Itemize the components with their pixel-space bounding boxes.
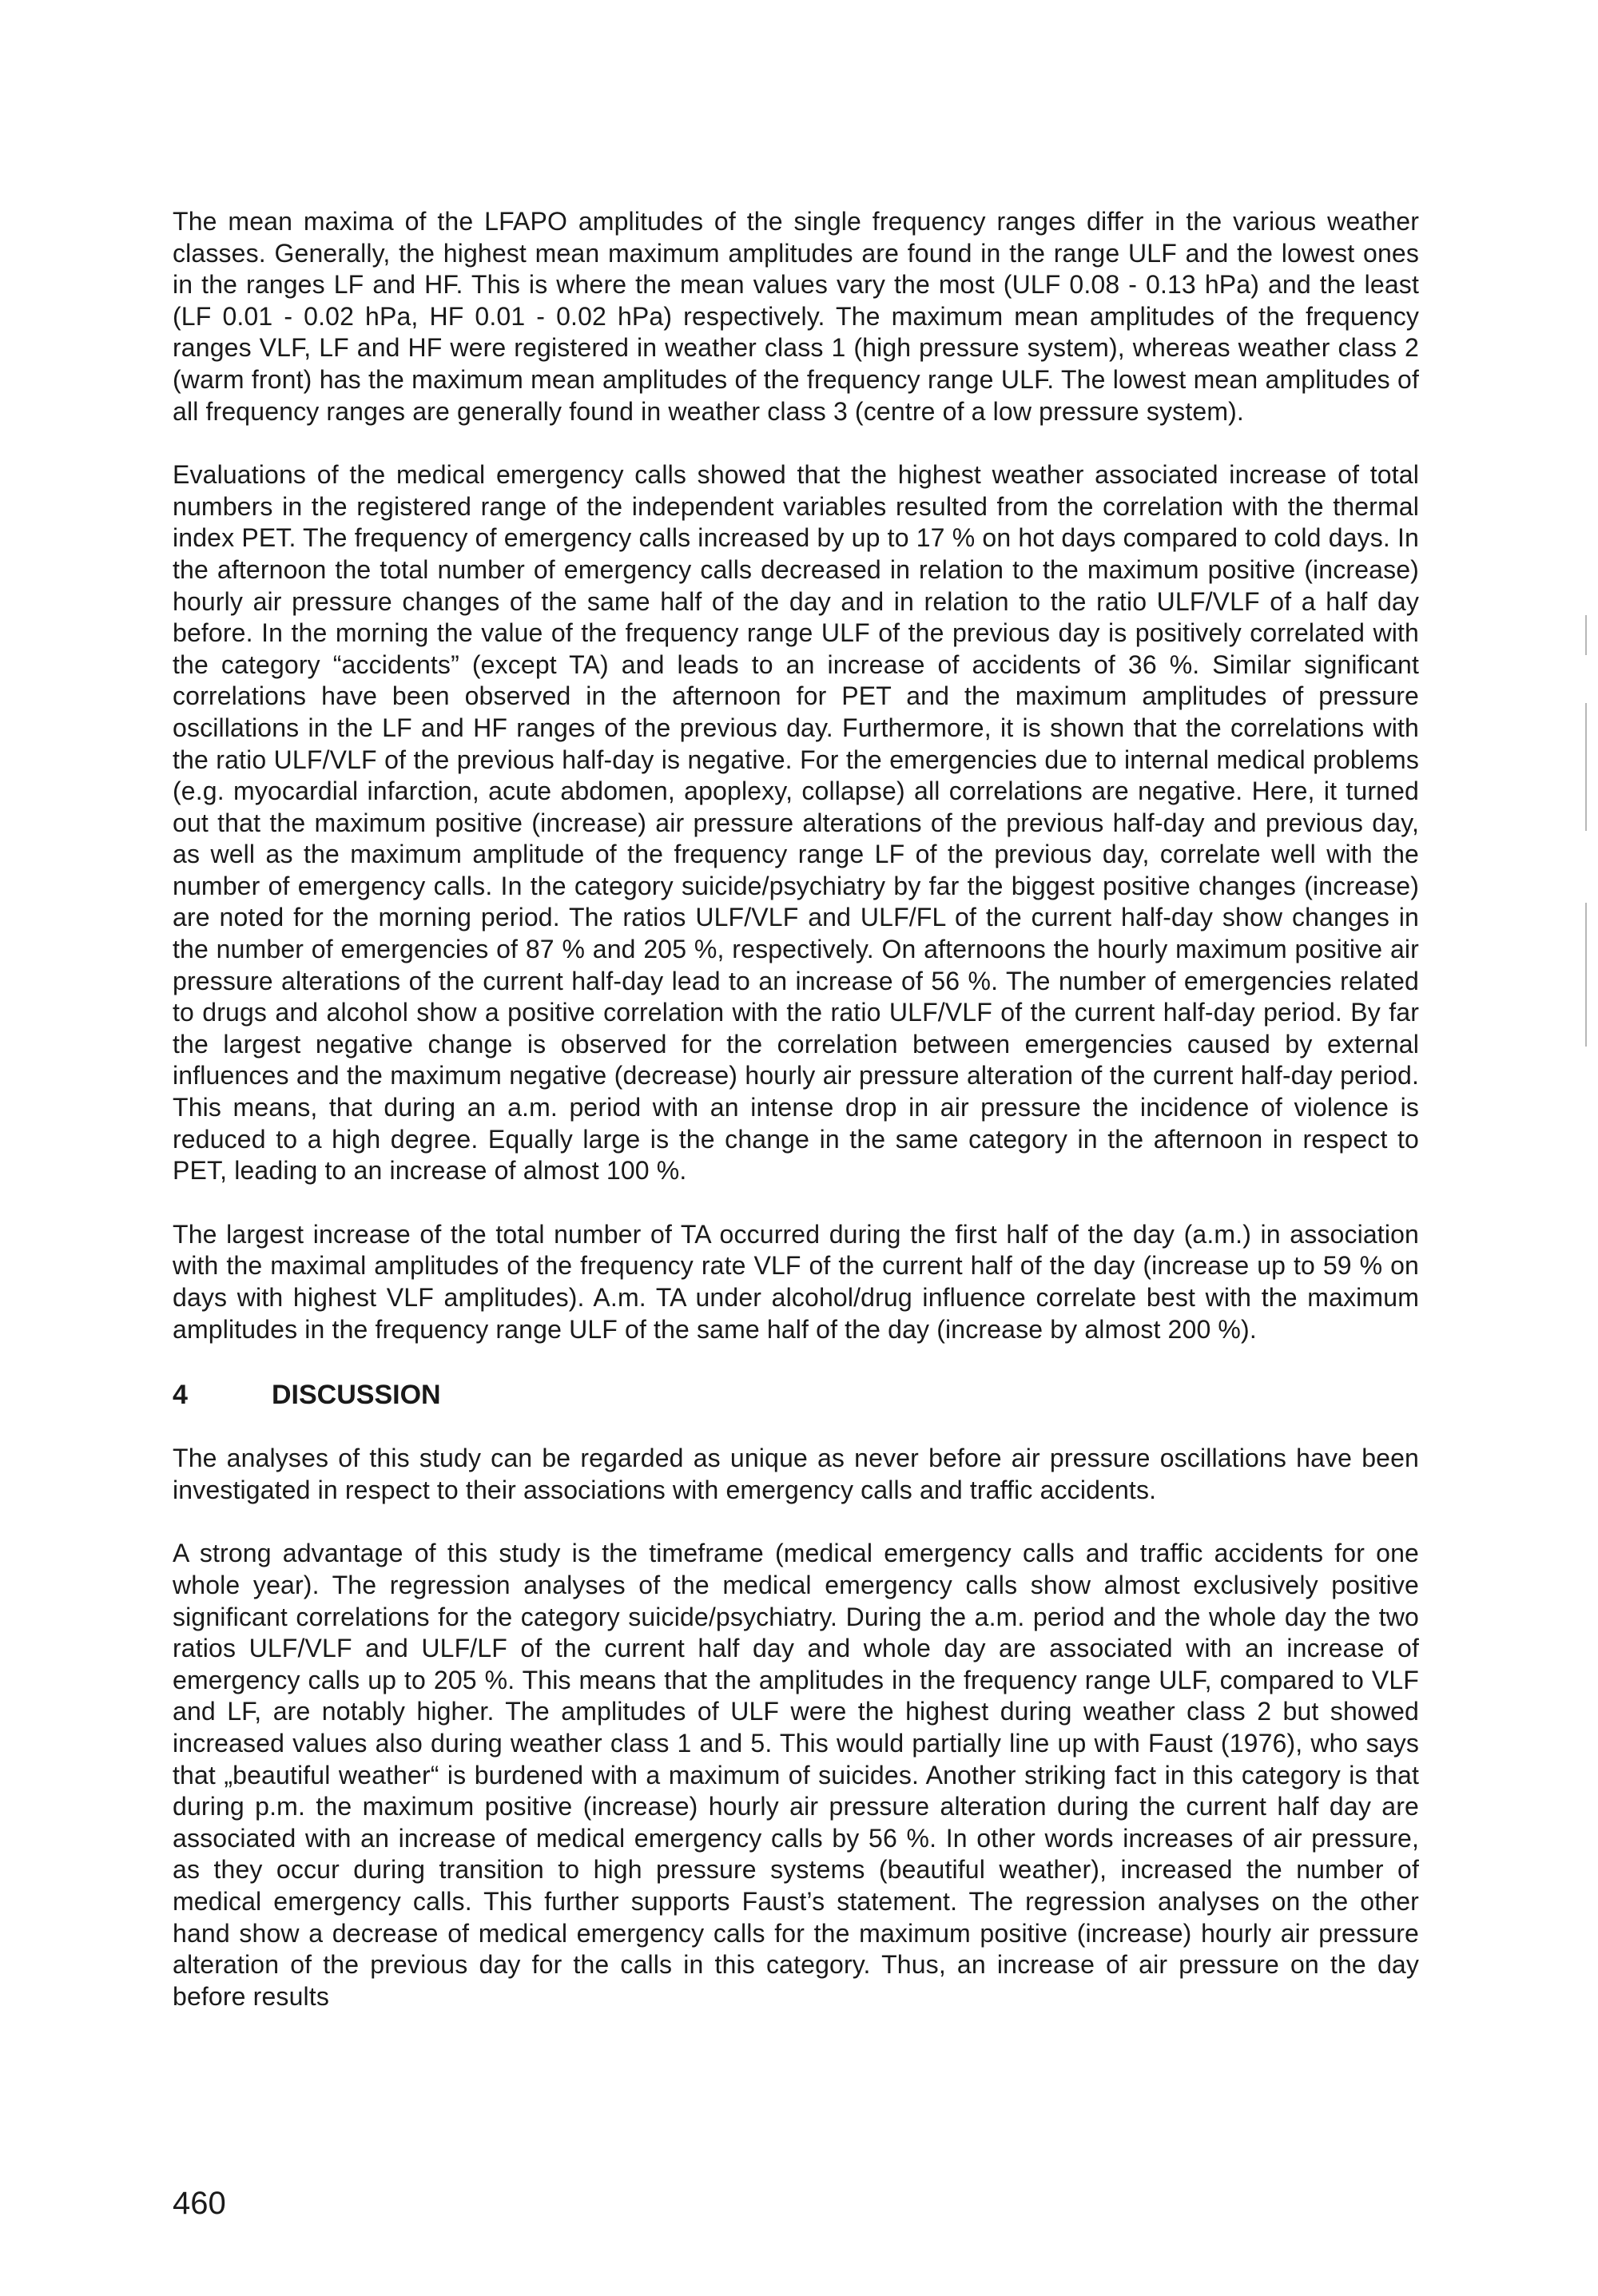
paragraph-traffic-accidents: The largest increase of the total number of TA occurred during the first half of the day (a.m.) in association with the maximal amplitudes of the frequency rate VLF of the current half of the day (increase up to 59 % on days with highest VLF amplitudes). A.m. TA under alcohol/drug influence correlate best with the maximum amplitudes in the frequency range ULF of the same half of the day (increase by almost 200 %). [173,1219,1419,1344]
section-heading-discussion [173,1379,1419,1411]
margin-scan-mark [1585,615,1587,655]
margin-scan-mark [1585,703,1587,831]
page-body [173,206,1419,2012]
margin-scan-mark [1585,903,1587,1047]
paragraph-lfapo-amplitudes: The mean maxima of the LFAPO amplitudes of the single frequency ranges differ in the various weather classes. Generally, the highest mean maximum amplitudes are found in the range ULF and the lowest ones in the ranges LF and HF. This is where the mean values vary the most (ULF 0.08 - 0.13 hPa) and the least (LF 0.01 - 0.02 hPa, HF 0.01 - 0.02 hPa) respectively. The maximum mean amplitudes of the frequency ranges VLF, LF and HF were registered in weather class 1 (high pressure system), whereas weather class 2 (warm front) has the maximum mean amplitudes of the frequency range ULF. The lowest mean amplitudes of all frequency ranges are generally found in weather class 3 (centre of a low pressure system). [173,207,1419,426]
section-title: DISCUSSION [272,1380,441,1411]
page-number: 460 [173,2186,226,2221]
section-number: 4 [173,1380,188,1411]
paragraph-discussion-advantage: A strong advantage of this study is the timeframe (medical emergency calls and traffic accidents for one whole year). The regression analyses of the medical emergency calls show almost exclusively positive significant correlations for the category suicide/psychiatry. During the a.m. period and the whole day the two ratios ULF/VLF and ULF/LF of the current half day and whole day are associated with an increase of emergency calls up to 205 %. This means that the amplitudes in the frequency range ULF, compared to VLF and LF, are notably higher. The amplitudes of ULF were the highest during weather class 2 but showed increased values also during weather class 1 and 5. This would partially line up with Faust (1976), who says that „beautiful weather“ is burdened with a maximum of suicides. Another striking fact in this category is that during p.m. the maximum positive (increase) hourly air pressure alteration during the current half day are associated with an increase of medical emergency calls by 56 %. In other words increases of air pressure, as they occur during transition to high pressure systems (beautiful weather), increased the number of medical emergency calls. This further supports Faust’s statement. The regression analyses on the other hand show a decrease of medical emergency calls for the maximum positive (increase) hourly air pressure alteration of the previous day for the calls in this category. Thus, an increase of air pressure on the day before results [173,1539,1419,2011]
paragraph-discussion-intro: The analyses of this study can be regarded as unique as never before air pressure oscillations have been investigated in respect to their associations with emergency calls and traffic accidents. [173,1444,1419,1504]
paragraph-medical-emergency-calls: Evaluations of the medical emergency calls showed that the highest weather associated increase of total numbers in the registered range of the independent variables resulted from the correlation with the thermal index PET. The frequency of emergency calls increased by up to 17 % on hot days compared to cold days. In the afternoon the total number of emergency calls decreased in relation to the maximum positive (increase) hourly air pressure changes of the same half of the day and in relation to the ratio ULF/VLF of a half day before. In the morning the value of the frequency range ULF of the previous day is positively correlated with the category “accidents” (except TA) and leads to an increase of accidents of 36 %. Similar significant correlations have been observed in the afternoon for PET and the maximum amplitudes of pressure oscillations in the LF and HF ranges of the previous day. Furthermore, it is shown that the correlations with the ratio ULF/VLF of the previous half-day is negative. For the emergencies due to internal medical problems (e.g. myocardial infarction, acute abdomen, apoplexy, collapse) all correlations are negative. Here, it turned out that the maximum positive (increase) air pressure alterations of the previous half-day and previous day, as well as the maximum amplitude of the frequency range LF of the previous day, correlate well with the number of emergency calls. In the category suicide/psychiatry by far the biggest positive changes (increase) are noted for the morning period. The ratios ULF/VLF and ULF/FL of the current half-day show changes in the number of emergencies of 87 % and 205 %, respectively. On afternoons the hourly maximum positive air pressure alterations of the current half-day lead to an increase of 56 %. The number of emergencies related to drugs and alcohol show a positive correlation with the ratio ULF/VLF of the current half-day period. By far the largest negative change is observed for the correlation between emergencies caused by external influences and the maximum negative (decrease) hourly air pressure alteration of the current half-day period. This means, that during an a.m. period with an intense drop in air pressure the incidence of violence is reduced to a high degree. Equally large is the change in the same category in the afternoon in respect to PET, leading to an increase of almost 100 %. [173,460,1419,1186]
